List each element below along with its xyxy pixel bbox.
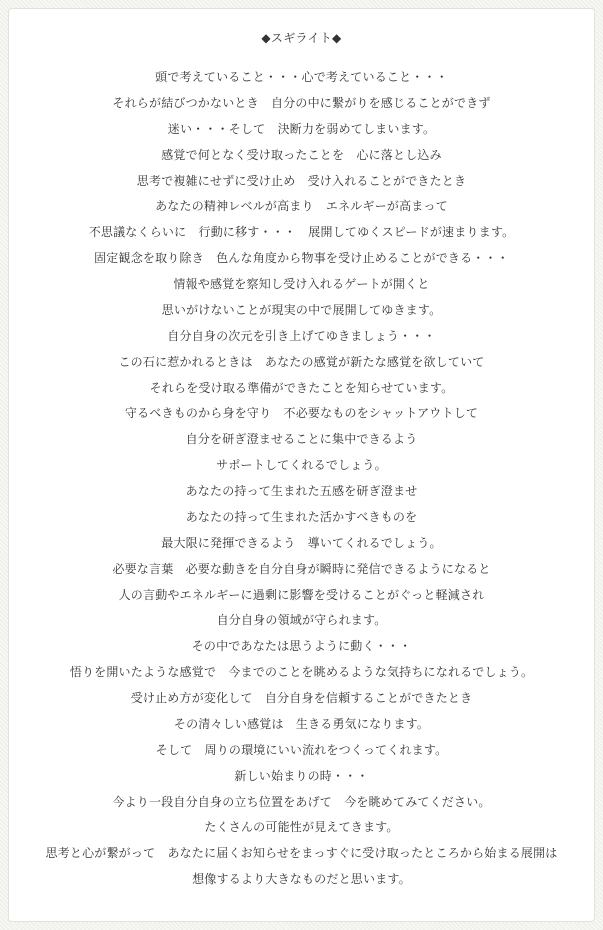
text-line: 思考で複雑にせずに受け止め 受け入れることができたとき: [136, 173, 467, 188]
text-line: 必要な言葉 必要な動きを自分自身が瞬時に発信できるようになると: [112, 561, 491, 576]
text-line: 新しい始まりの時・・・: [234, 768, 369, 783]
text-line: 迷い・・・そして 決断力を弱めてしまいます。: [167, 121, 436, 136]
text-line: 思考と心が繋がって あなたに届くお知らせをまっすぐに受け取ったところから始まる展開は: [45, 846, 558, 861]
page-title: ◆スギライト◆: [261, 31, 342, 45]
text-line: それらを受け取る準備ができたことを知らせています。: [149, 380, 454, 395]
text-line: その中であなたは思うように動く・・・: [191, 639, 412, 654]
text-line: あなたの持って生まれた活かすべきものを: [185, 509, 418, 524]
text-line: あなたの精神レベルが高まり エネルギーが高まって: [155, 199, 448, 214]
text-line: そして 周りの環境にいい流れをつくってくれます。: [155, 742, 448, 757]
text-line: あなたの持って生まれた五感を研ぎ澄ませ: [185, 484, 418, 498]
text-line: この石に惹かれるときは あなたの感覚が新たな感覚を欲していて: [118, 354, 485, 369]
text-line: 情報や感覚を察知し受け入れるゲートが開くと: [173, 277, 430, 291]
text-line: 思いがけないことが現実の中で展開してゆきます。: [161, 302, 442, 317]
text-line: 今より一段自分自身の立ち位置をあげて 今を眺めてみてください。: [112, 794, 491, 809]
text-line: 感覚で何となく受け取ったことを 心に落とし込み: [161, 147, 442, 162]
text-line: 自分自身の次元を引き上げてゆきましょう・・・: [167, 328, 436, 343]
text-line: 想像するより大きなものだと思います。: [192, 872, 411, 887]
text-line: たくさんの可能性が見えてきます。: [204, 820, 399, 835]
text-line: 頭で考えていること・・・心で考えていること・・・: [155, 70, 448, 84]
text-line: 人の言動やエネルギーに過剰に影響を受けることがぐっと軽減され: [118, 587, 485, 602]
text-line: 受け止め方が変化して 自分自身を信頼することができたとき: [130, 691, 473, 705]
text-line: 不思議なくらいに 行動に移す・・・ 展開してゆくスピードが速まります。: [88, 225, 515, 240]
text-line: 自分自身の領域が守られます。: [216, 613, 387, 628]
text-line: 最大限に発揮できるよう 導いてくれるでしょう。: [161, 535, 442, 550]
body-text: [0, 69, 603, 897]
text-line: 悟りを開いたような感覚で 今までのことを眺めるような気持ちになれるでしょう。: [69, 665, 534, 680]
text-line: 守るべきものから身を守り 不必要なものをシャットアウトして: [124, 406, 479, 421]
text-line: その清々しい感覚は 生きる勇気になります。: [173, 716, 430, 731]
text-line: サポートしてくれるでしょう。: [216, 458, 387, 473]
text-line: 固定観念を取り除き 色んな角度から物事を受け止めることができる・・・: [94, 251, 509, 266]
text-line: 自分を研ぎ澄ませることに集中できるよう: [185, 432, 418, 447]
text-line: それらが結びつかないとき 自分の中に繋がりを感じることができず: [112, 95, 491, 110]
